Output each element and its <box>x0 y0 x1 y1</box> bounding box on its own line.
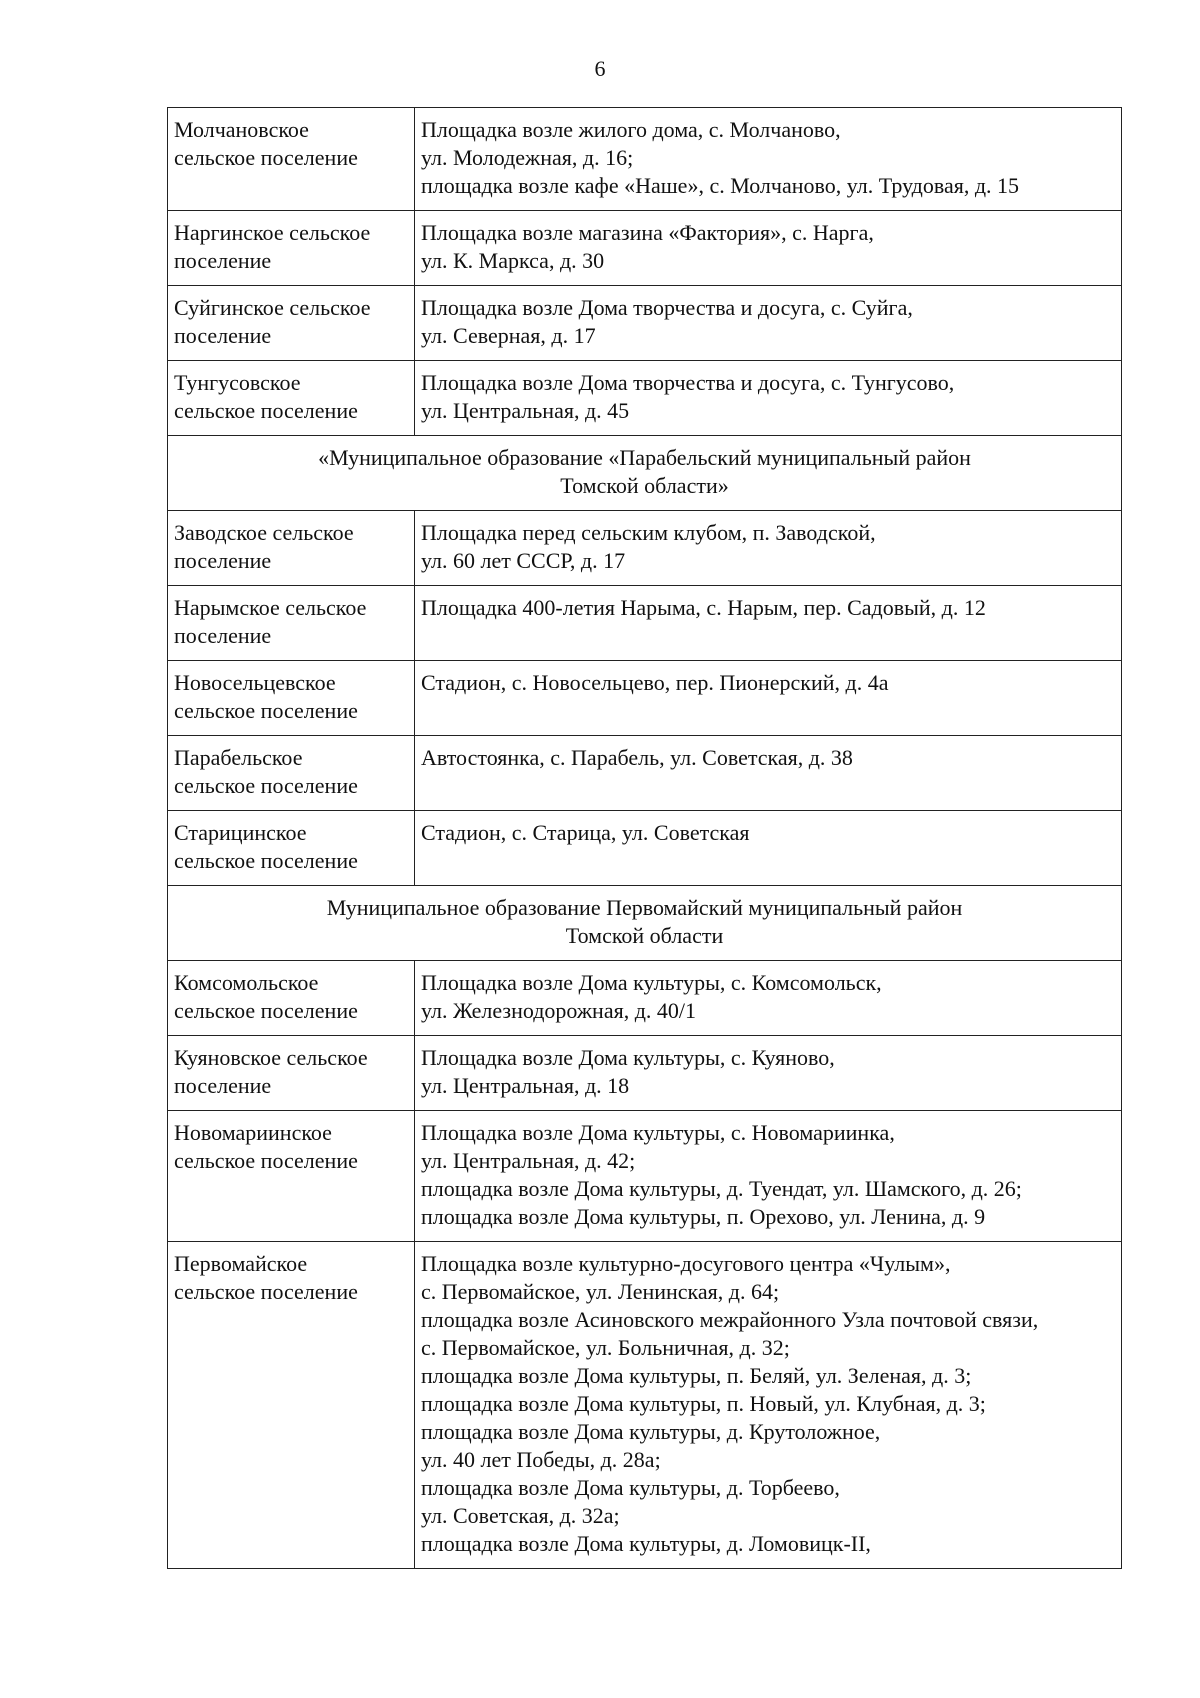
settlement-name-line: Первомайское <box>174 1251 308 1276</box>
venue-address-line: с. Первомайское, ул. Ленинская, д. 64; <box>421 1279 780 1304</box>
settlement-name-line: поселение <box>174 623 272 648</box>
venue-address-line: ул. К. Маркса, д. 30 <box>421 248 605 273</box>
settlement-name-line: Новосельцевское <box>174 670 336 695</box>
venue-address-cell <box>415 961 1122 1036</box>
settlement-name-line: Новомариинское <box>174 1120 332 1145</box>
venue-address-line: с. Первомайское, ул. Больничная, д. 32; <box>421 1335 790 1360</box>
settlement-name-cell <box>168 661 415 736</box>
settlement-name-line: сельское поселение <box>174 698 358 723</box>
venue-address-line: площадка возле кафе «Наше», с. Молчаново, ул. Трудовая, д. 15 <box>421 173 1020 198</box>
venue-address-line: Площадка возле магазина «Фактория», с. Нарга, <box>421 220 874 245</box>
settlement-name-line: сельское поселение <box>174 145 358 170</box>
section-header-line: Томской области <box>565 923 724 948</box>
table-row <box>168 1036 1122 1111</box>
venue-address-line: Стадион, с. Старица, ул. Советская <box>421 820 750 845</box>
settlement-name-cell <box>168 1111 415 1242</box>
settlement-name-line: Парабельское <box>174 745 303 770</box>
settlement-name-line: сельское поселение <box>174 998 358 1023</box>
venue-address-line: площадка возле Дома культуры, п. Беляй, ул. Зеленая, д. 3; <box>421 1363 972 1388</box>
locations-table <box>167 107 1122 1569</box>
settlement-name-line: поселение <box>174 1073 272 1098</box>
venue-address-line: Автостоянка, с. Парабель, ул. Советская, д. 38 <box>421 745 853 770</box>
venue-address-line: ул. Центральная, д. 42; <box>421 1148 636 1173</box>
section-header-row <box>168 886 1122 961</box>
table-row <box>168 361 1122 436</box>
settlement-name-cell <box>168 361 415 436</box>
table-row <box>168 211 1122 286</box>
venue-address-line: Площадка возле Дома культуры, с. Куяново, <box>421 1045 835 1070</box>
table-row <box>168 1242 1122 1569</box>
section-header-line: Томской области» <box>560 473 729 498</box>
venue-address-line: ул. 40 лет Победы, д. 28а; <box>421 1447 661 1472</box>
venue-address-cell <box>415 1111 1122 1242</box>
venue-address-cell <box>415 736 1122 811</box>
venue-address-line: Площадка возле Дома творчества и досуга, с. Суйга, <box>421 295 913 320</box>
venue-address-line: Площадка возле Дома культуры, с. Комсомольск, <box>421 970 882 995</box>
venue-address-cell <box>415 1242 1122 1569</box>
table-row <box>168 511 1122 586</box>
venue-address-line: Площадка 400-летия Нарыма, с. Нарым, пер. Садовый, д. 12 <box>421 595 986 620</box>
venue-address-cell <box>415 511 1122 586</box>
settlement-name-cell <box>168 1036 415 1111</box>
venue-address-cell <box>415 286 1122 361</box>
settlement-name-line: поселение <box>174 548 272 573</box>
settlement-name-cell <box>168 1242 415 1569</box>
settlement-name-line: поселение <box>174 248 272 273</box>
venue-address-line: площадка возле Дома культуры, д. Торбеево, <box>421 1475 840 1500</box>
settlement-name-line: Тунгусовское <box>174 370 301 395</box>
venue-address-line: площадка возле Дома культуры, д. Туендат, ул. Шамского, д. 26; <box>421 1176 1022 1201</box>
venue-address-cell <box>415 211 1122 286</box>
table-row <box>168 1111 1122 1242</box>
venue-address-line: площадка возле Дома культуры, д. Ломовицк-II, <box>421 1531 871 1556</box>
settlement-name-line: Комсомольское <box>174 970 319 995</box>
settlement-name-line: сельское поселение <box>174 1279 358 1304</box>
settlement-name-line: Заводское сельское <box>174 520 354 545</box>
venue-address-cell <box>415 1036 1122 1111</box>
venue-address-line: ул. Советская, д. 32а; <box>421 1503 620 1528</box>
settlement-name-line: поселение <box>174 323 272 348</box>
settlement-name-line: сельское поселение <box>174 1148 358 1173</box>
settlement-name-cell <box>168 586 415 661</box>
settlement-name-line: Старицинское <box>174 820 307 845</box>
venue-address-line: ул. Молодежная, д. 16; <box>421 145 634 170</box>
settlement-name-line: Куяновское сельское <box>174 1045 368 1070</box>
venue-address-cell <box>415 586 1122 661</box>
settlement-name-cell <box>168 811 415 886</box>
venue-address-line: площадка возле Дома культуры, д. Крутоложное, <box>421 1419 881 1444</box>
table-row <box>168 286 1122 361</box>
venue-address-cell <box>415 661 1122 736</box>
settlement-name-line: сельское поселение <box>174 773 358 798</box>
venue-address-line: Площадка перед сельским клубом, п. Заводской, <box>421 520 876 545</box>
settlement-name-line: сельское поселение <box>174 848 358 873</box>
settlement-name-cell <box>168 108 415 211</box>
settlement-name-line: Наргинское сельское <box>174 220 371 245</box>
venue-address-line: ул. Центральная, д. 18 <box>421 1073 630 1098</box>
settlement-name-line: Суйгинское сельское <box>174 295 371 320</box>
section-header-cell <box>168 886 1122 961</box>
venue-address-line: Площадка возле жилого дома, с. Молчаново, <box>421 117 841 142</box>
section-header-row <box>168 436 1122 511</box>
venue-address-line: Площадка возле культурно-досугового центра «Чулым», <box>421 1251 951 1276</box>
venue-address-line: Стадион, с. Новосельцево, пер. Пионерский, д. 4а <box>421 670 889 695</box>
settlement-name-line: Нарымское сельское <box>174 595 367 620</box>
table-row <box>168 661 1122 736</box>
venue-address-line: Площадка возле Дома культуры, с. Новомариинка, <box>421 1120 895 1145</box>
venue-address-cell <box>415 108 1122 211</box>
table-row <box>168 736 1122 811</box>
table-row <box>168 811 1122 886</box>
section-header-line: Муниципальное образование Первомайский муниципальный район <box>326 895 963 920</box>
table-row <box>168 961 1122 1036</box>
venue-address-line: Площадка возле Дома творчества и досуга, с. Тунгусово, <box>421 370 955 395</box>
settlement-name-cell <box>168 736 415 811</box>
settlement-name-cell <box>168 211 415 286</box>
venue-address-line: ул. Центральная, д. 45 <box>421 398 630 423</box>
page-number: 6 <box>594 56 606 81</box>
venue-address-line: ул. Северная, д. 17 <box>421 323 596 348</box>
table-body <box>168 108 1122 1569</box>
venue-address-line: ул. Железнодорожная, д. 40/1 <box>421 998 697 1023</box>
settlement-name-line: сельское поселение <box>174 398 358 423</box>
venue-address-line: площадка возле Дома культуры, п. Орехово, ул. Ленина, д. 9 <box>421 1204 986 1229</box>
venue-address-line: ул. 60 лет СССР, д. 17 <box>421 548 626 573</box>
table-row <box>168 586 1122 661</box>
section-header-cell <box>168 436 1122 511</box>
settlement-name-cell <box>168 511 415 586</box>
section-header-line: «Муниципальное образование «Парабельский муниципальный район <box>318 445 971 470</box>
venue-address-cell <box>415 811 1122 886</box>
venue-address-cell <box>415 361 1122 436</box>
venue-address-line: площадка возле Асиновского межрайонного Узла почтовой связи, <box>421 1307 1039 1332</box>
settlement-name-cell <box>168 286 415 361</box>
settlement-name-line: Молчановское <box>174 117 309 142</box>
venue-address-line: площадка возле Дома культуры, п. Новый, ул. Клубная, д. 3; <box>421 1391 986 1416</box>
table-row <box>168 108 1122 211</box>
settlement-name-cell <box>168 961 415 1036</box>
